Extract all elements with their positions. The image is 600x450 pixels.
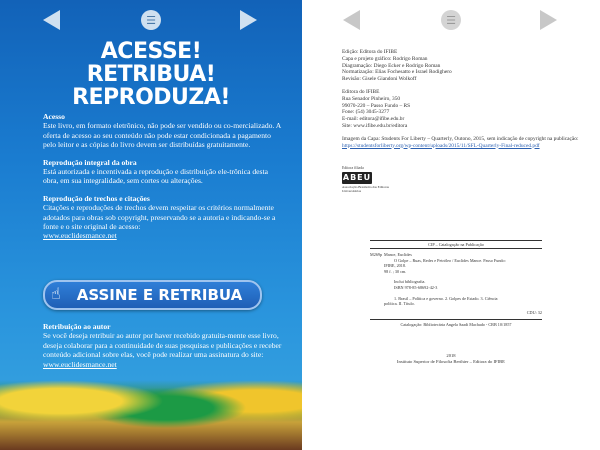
section-text-citations: Citações e reproduções de trechos devem respeitar os critérios normalmente adotados para obras sob copyright, preservando se a autoria e indicando-se a fonte e o site original de acesso: bbox=[43, 203, 276, 232]
section-title-citations: Reprodução de trechos e citações bbox=[43, 193, 150, 203]
abeu-logo-mark: ABEU bbox=[342, 173, 372, 182]
headline-line-1: ACESSE! bbox=[100, 39, 202, 64]
section-text-access: Este livro, em formato eletrônico, não pode ser vendido ou co-mercializado. A oferta de acesso ao seu conteúdo não pode estar condicionada a pagamento pelo leitor e as cópias do livro devem ser distribuídas gratuitamente. bbox=[43, 121, 281, 150]
subscribe-label: ASSINE E RETRIBUA bbox=[76, 286, 243, 304]
pointer-hand-icon: ☝ bbox=[51, 284, 61, 303]
credits-edition: Edição: Editora do IFIBE Capa e projeto gráfico: Rodrigo Roman Diagramação: Diego Ecker e Rodrigo Roman Normatização: Elias Fochesatto e Israel Rodighero Revisão: Gisele Giandoni Wolkoff bbox=[342, 49, 452, 83]
support-text bbox=[43, 322, 283, 369]
support-site-link[interactable]: www.euclidesmance.net bbox=[43, 359, 117, 369]
next-page-arrow-icon[interactable] bbox=[540, 10, 557, 30]
prev-page-arrow-icon[interactable] bbox=[343, 10, 360, 30]
credits-cover-image: Imagem da Capa: Students For Liberty – Quarterly, Outono, 2015, sem indicação de copyright na publicação: https://studentsforliberty.org/wp-content/uploads/2015/11/SFL-Quarterly-Final-reduced.pdf bbox=[342, 135, 579, 149]
credits-block bbox=[342, 49, 592, 155]
right-nav-bar bbox=[302, 10, 600, 36]
publisher-footer bbox=[302, 353, 600, 365]
author-site-link[interactable]: www.euclidesmance.net bbox=[43, 231, 117, 241]
cip-cdu: CDU: 32 bbox=[526, 310, 542, 316]
cip-entry: Mance, Euclides O Golpe – Ruas, Redes e Petróleo / Euclides Mance. Passo Fundo: IFIBE, 2018. 98 f. ; 30 cm. Inclui bibliografia. ISBN 978-85-68692-42-3 1. Brasil – Política e governo. 2. Golpes de Estado. 3. Ciência política. II. Título. CDU: 32 bbox=[384, 252, 542, 316]
section-title-access: Acesso bbox=[43, 112, 65, 121]
headline-line-2: RETRIBUA! bbox=[86, 62, 216, 87]
crowd-image bbox=[0, 380, 302, 450]
publisher-name: Instituto Superior de Filosofia Berthier – Editora do IFIBE bbox=[397, 359, 505, 364]
logo-caption: Editora filiada bbox=[342, 166, 364, 170]
support-title: Retribuição ao autor bbox=[43, 322, 111, 331]
section-title-full-reproduction: Reprodução integral da obra bbox=[43, 157, 137, 167]
prev-page-arrow-icon[interactable] bbox=[43, 10, 60, 30]
logo-subtitle: Associação Brasileira das Editoras Universitárias bbox=[342, 185, 389, 193]
cip-footer: Catalogação: Bibliotecária Angela Saadi Machado - CRB 10/1857 bbox=[370, 319, 542, 327]
cover-source-link[interactable]: https://studentsforliberty.org/wp-content/uploads/2015/11/SFL-Quarterly-Final-reduced.pdf bbox=[342, 142, 540, 149]
right-page bbox=[302, 0, 600, 450]
cip-catalog-card bbox=[370, 240, 542, 327]
left-nav-bar bbox=[0, 10, 302, 36]
publication-year: 2018 bbox=[446, 353, 456, 358]
menu-button[interactable] bbox=[441, 10, 461, 30]
section-text-full-reproduction: Está autorizada e incentivada a reprodução e distribuição ele-trônica desta obra, em sua integralidade, sem cortes ou alterações. bbox=[43, 167, 268, 186]
support-text-body: Se você deseja retribuir ao autor por haver recebido gratuita-mente esse livro, deseja colaborar para a continuidade de suas pesquisas e publicações e receber conteúdo adicional sobre elas, você pode realizar uma assinatura do site: bbox=[43, 331, 282, 360]
headline-line-3: REPRODUZA! bbox=[72, 85, 230, 110]
subscribe-button[interactable] bbox=[43, 280, 262, 310]
headline bbox=[0, 40, 302, 109]
cip-code: M269p bbox=[370, 252, 383, 258]
next-page-arrow-icon[interactable] bbox=[240, 10, 257, 30]
license-text bbox=[43, 112, 283, 241]
menu-icon: ☰ bbox=[146, 13, 156, 27]
abeu-logo bbox=[342, 166, 390, 202]
menu-icon: ☰ bbox=[446, 13, 456, 27]
cip-heading: CIP – Catalogação na Publicação bbox=[370, 240, 542, 249]
menu-button[interactable] bbox=[141, 10, 161, 30]
credits-address: Editora do IFIBE Rua Senador Pinheiro, 350 99070-220 – Passo Fundo – RS Fone: (54) 3045-3277 E-mail: editora@ifibe.edu.br Site: www.ifibe.edu.br/editora bbox=[342, 88, 411, 129]
